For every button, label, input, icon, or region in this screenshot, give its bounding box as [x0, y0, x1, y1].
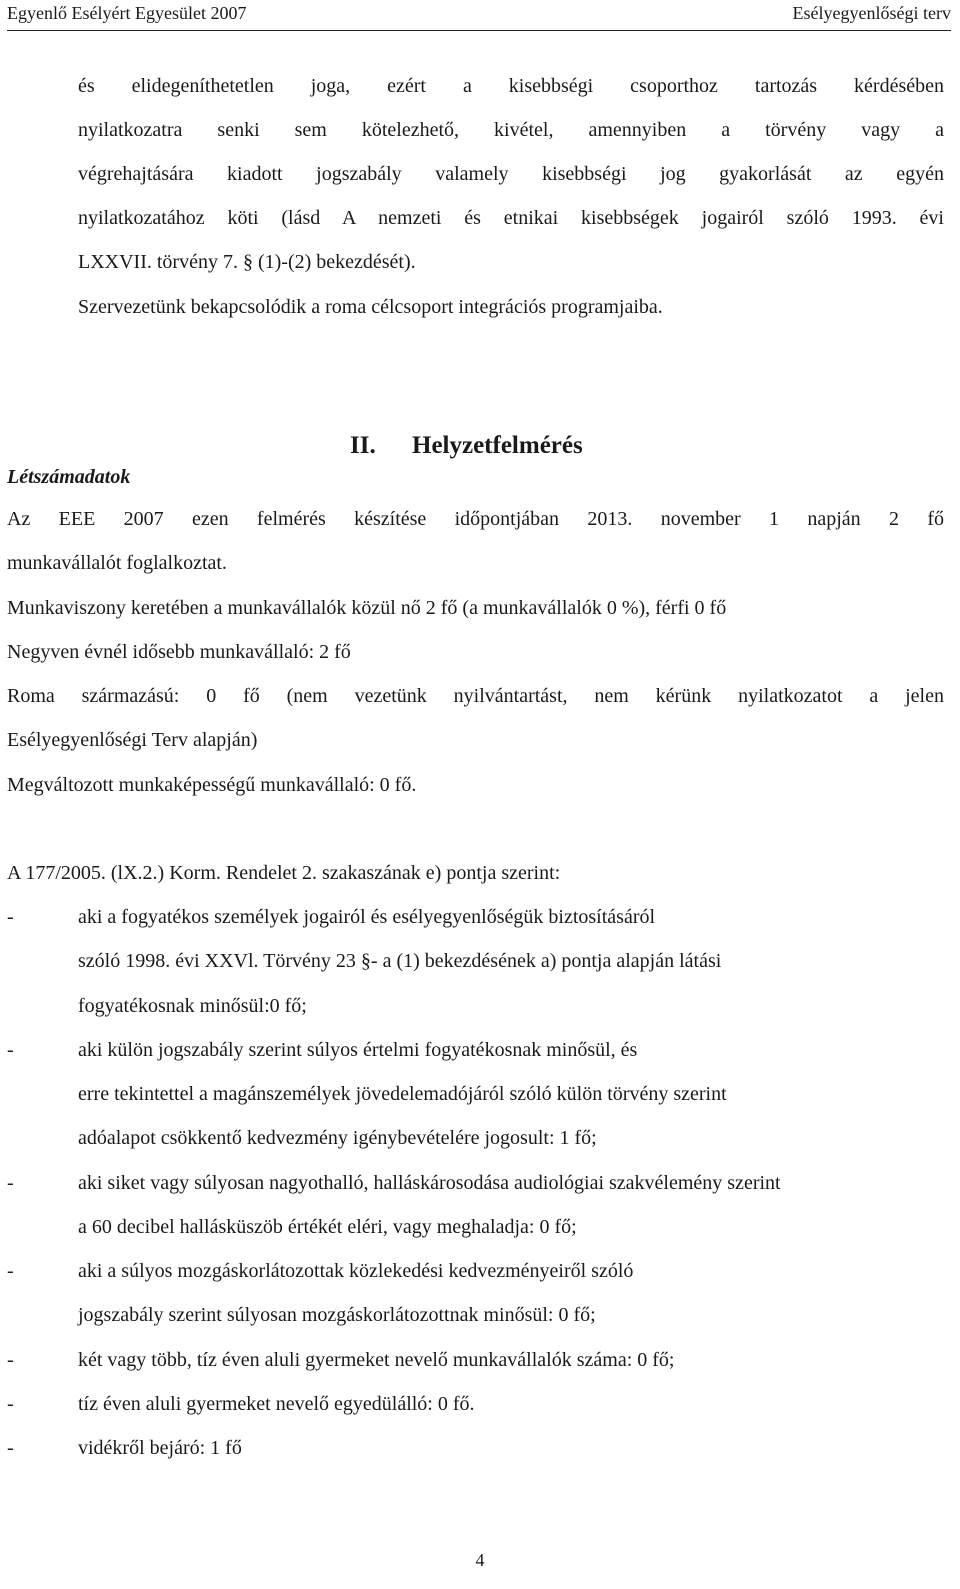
roma-line: Roma származású: 0 fő (nem vezetünk nyilvántartást, nem kérünk nyilatkozatot a jelen [7, 685, 944, 707]
list-dash: - [7, 1437, 14, 1459]
list-item-line: aki a fogyatékos személyek jogairól és esélyegyenlőségük biztosításáról [78, 906, 656, 928]
list-dash: - [7, 1039, 14, 1061]
roma-line: Esélyegyenlőségi Terv alapján) [7, 729, 258, 751]
list-item-line: két vagy több, tíz éven aluli gyermeket nevelő munkavállalók száma: 0 fő; [78, 1349, 675, 1371]
list-item-line: jogszabály szerint súlyosan mozgáskorlátozottnak minősül: 0 fő; [78, 1304, 596, 1326]
intro-line: végrehajtására kiadott jogszabály valamely kisebbségi jog gyakorlását az egyén [78, 163, 944, 185]
intro-line: nyilatkozatához köti (lásd A nemzeti és etnikai kisebbségek jogairól szóló 1993. évi [78, 207, 944, 229]
list-item-line: szóló 1998. évi XXVl. Törvény 23 §- a (1) bekezdésének a) pontja alapján látási [78, 950, 722, 972]
list-item-line: aki siket vagy súlyosan nagyothalló, halláskárosodása audiológiai szakvélemény szerint [78, 1172, 781, 1194]
subheading-headcount: Létszámadatok [7, 466, 131, 488]
intro-line: nyilatkozatra senki sem kötelezhető, kivétel, amennyiben a törvény vagy a [78, 119, 944, 141]
list-item-line: fogyatékosnak minősül:0 fő; [78, 995, 307, 1017]
list-item-line: aki a súlyos mozgáskorlátozottak közlekedési kedvezményeiről szóló [78, 1260, 634, 1282]
list-item-line: tíz éven aluli gyermeket nevelő egyedülálló: 0 fő. [78, 1393, 475, 1415]
list-dash: - [7, 1260, 14, 1282]
list-dash: - [7, 906, 14, 928]
list-item-line: vidékről bejáró: 1 fő [78, 1437, 242, 1459]
page-number: 4 [475, 1550, 485, 1570]
section-heading [350, 432, 583, 460]
section-number: II. [350, 432, 376, 459]
running-header [7, 0, 951, 31]
list-item-line: a 60 decibel hallásküszöb értékét eléri, vagy meghaladja: 0 fő; [78, 1216, 577, 1238]
headcount-line: Az EEE 2007 ezen felmérés készítése időpontjában 2013. november 1 napján 2 fő [7, 508, 944, 530]
header-organization: Egyenlő Esélyért Egyesület 2007 [7, 3, 247, 23]
list-item-line: aki külön jogszabály szerint súlyos értelmi fogyatékosnak minősül, és [78, 1039, 638, 1061]
intro-line: és elidegeníthetetlen joga, ezért a kisebbségi csoporthoz tartozás kérdésében [78, 75, 944, 97]
list-dash: - [7, 1172, 14, 1194]
list-dash: - [7, 1393, 14, 1415]
list-dash: - [7, 1349, 14, 1371]
section-title: Helyzetfelmérés [412, 432, 583, 459]
employment-line: Munkaviszony keretében a munkavállalók közül nő 2 fő (a munkavállalók 0 %), férfi 0 fő [7, 597, 727, 619]
decree-intro: A 177/2005. (lX.2.) Korm. Rendelet 2. szakaszának e) pontja szerint: [7, 862, 561, 884]
intro-line: Szervezetünk bekapcsolódik a roma célcsoport integrációs programjaiba. [78, 296, 663, 318]
disabled-worker-line: Megváltozott munkaképességű munkavállaló: 0 fő. [7, 774, 417, 796]
intro-line: LXXVII. törvény 7. § (1)-(2) bekezdését). [78, 251, 416, 273]
list-item-line: adóalapot csökkentő kedvezmény igénybevételére jogosult: 1 fő; [78, 1127, 597, 1149]
list-item-line: erre tekintettel a magánszemélyek jövedelemadójáról szóló külön törvény szerint [78, 1083, 727, 1105]
over40-line: Negyven évnél idősebb munkavállaló: 2 fő [7, 641, 351, 663]
header-document-title: Esélyegyenlőségi terv [792, 3, 951, 23]
headcount-line: munkavállalót foglalkoztat. [7, 552, 227, 574]
